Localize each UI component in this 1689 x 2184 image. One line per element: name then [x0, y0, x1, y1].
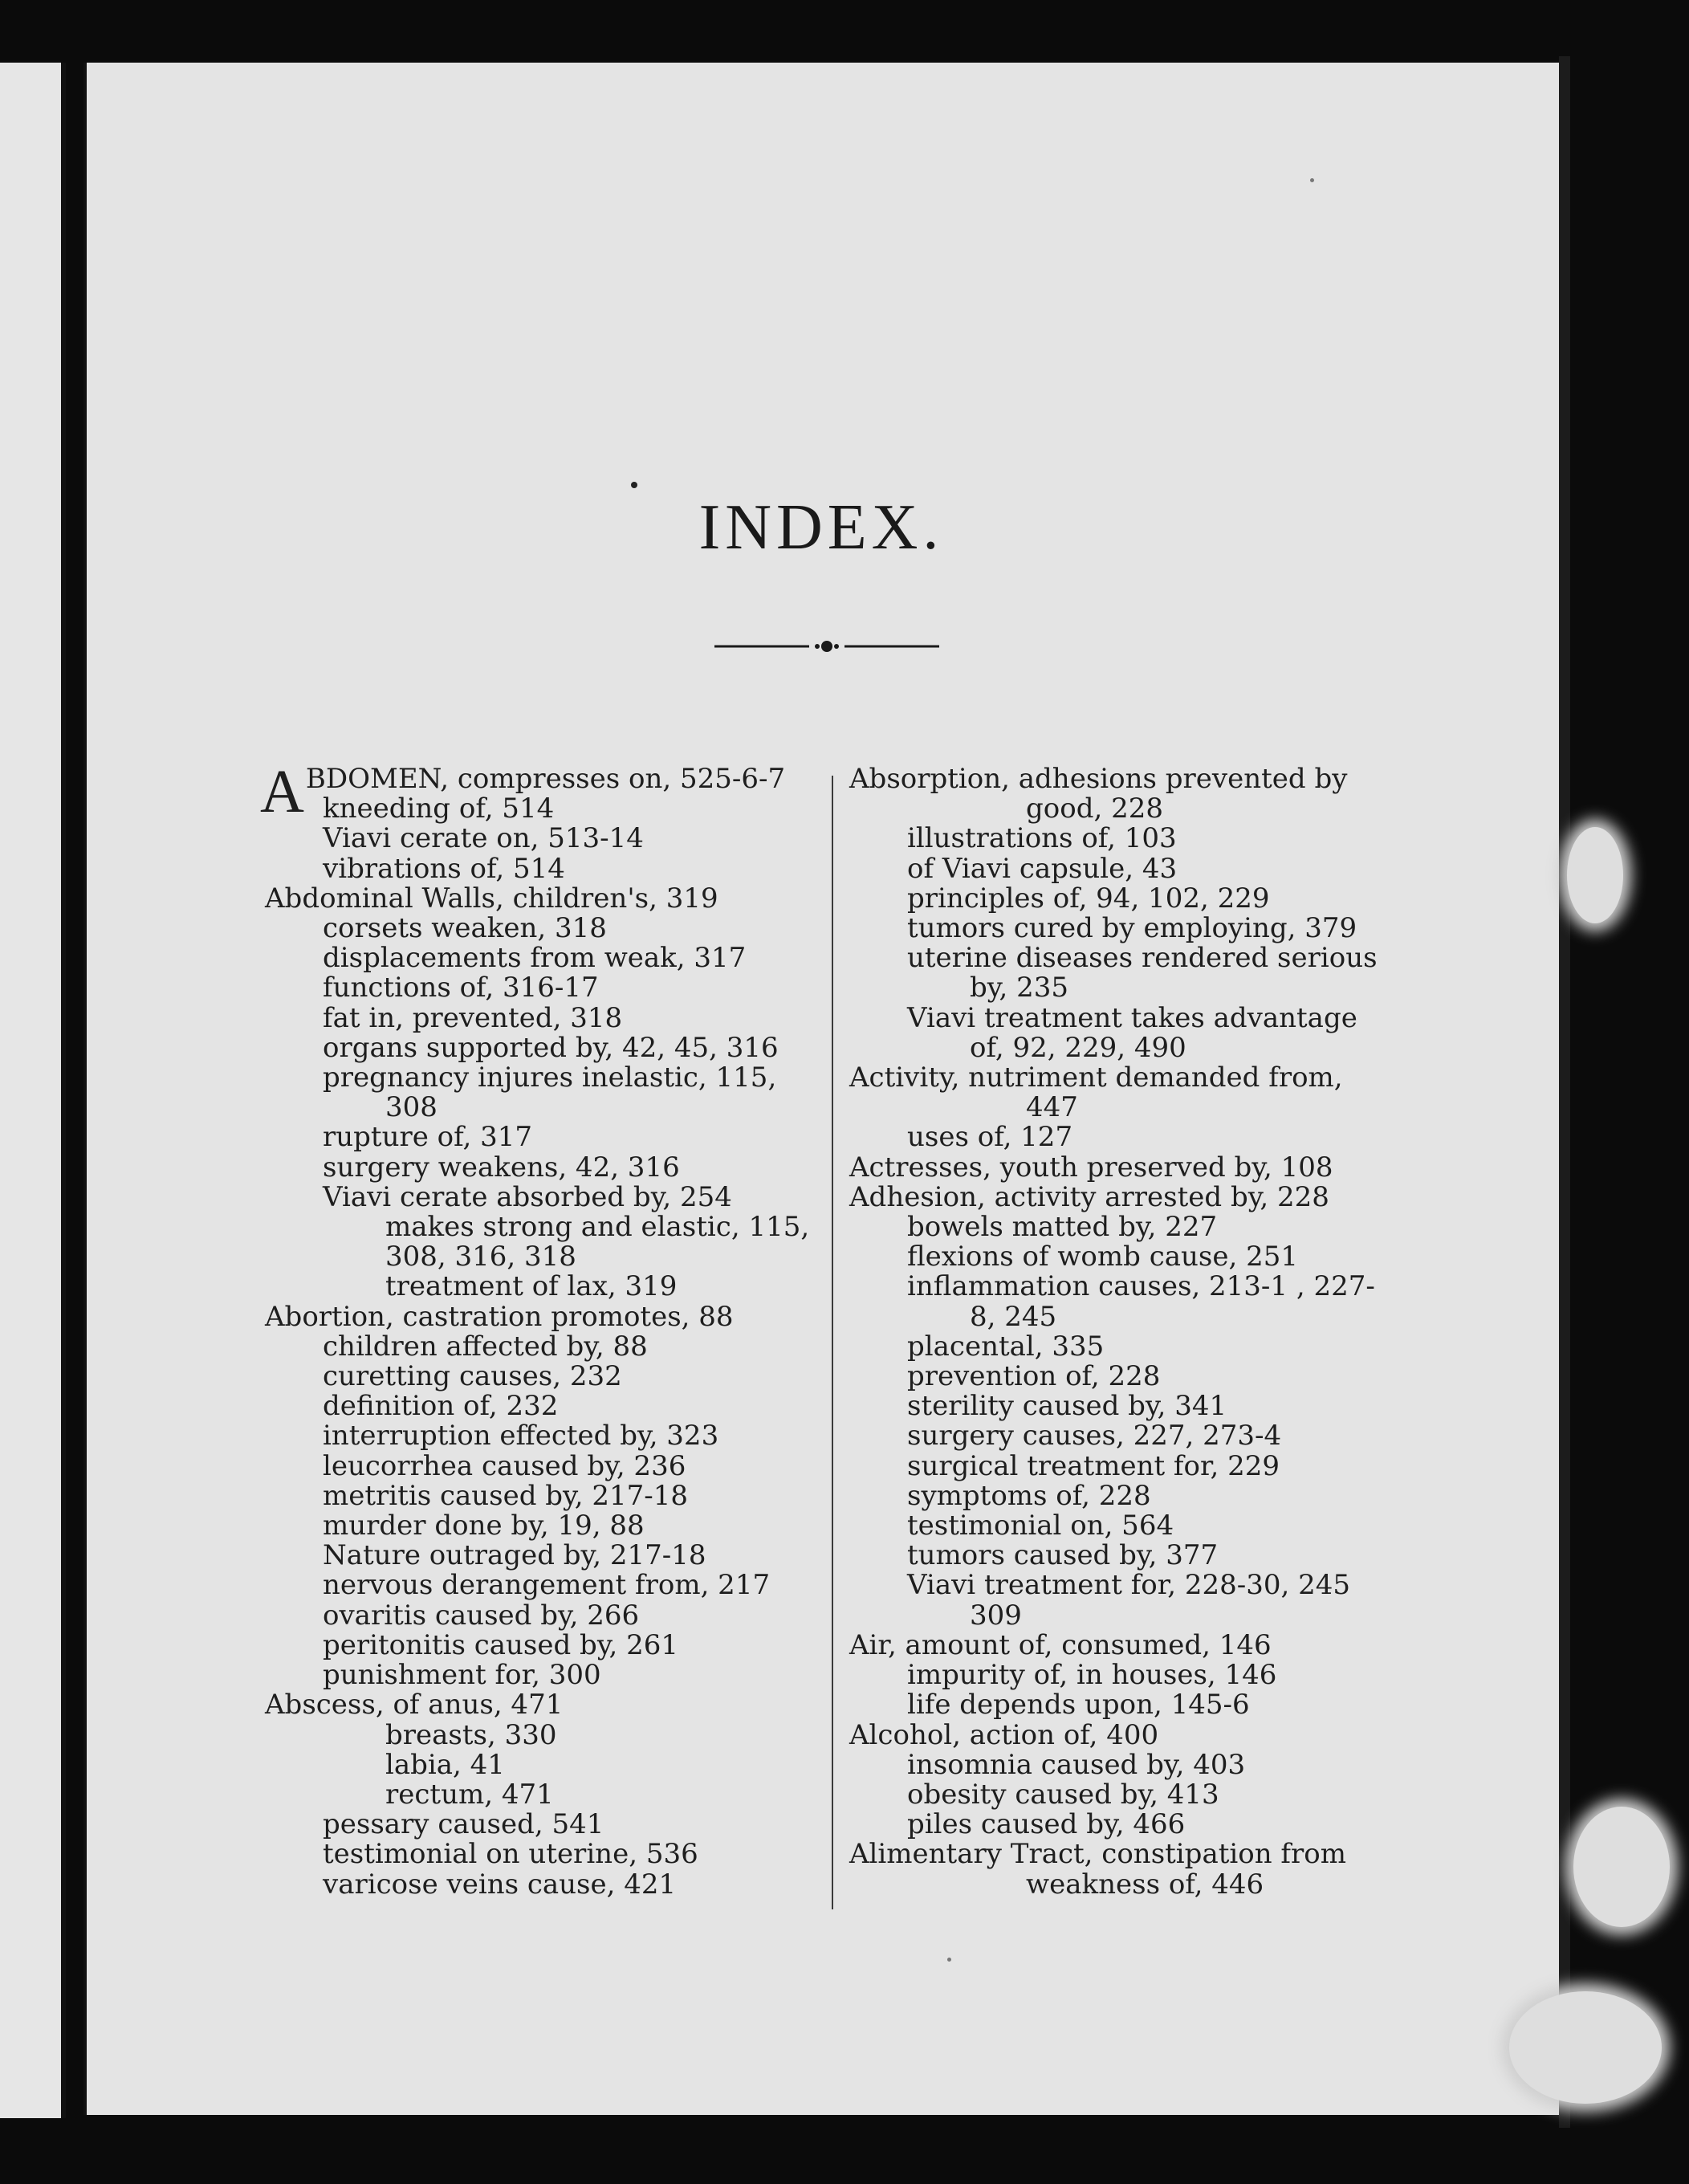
index-entry [849, 1093, 1403, 1123]
index-entry [849, 943, 1403, 973]
index-entry [849, 1153, 1403, 1183]
index-entry [849, 794, 1403, 824]
index-entry [849, 1601, 1403, 1631]
index-entry [849, 1362, 1403, 1391]
index-entry [849, 1332, 1403, 1362]
index-entry [265, 1093, 827, 1123]
index-entry-text: uterine diseases rendered serious [907, 942, 1378, 975]
index-entry [265, 1780, 827, 1810]
index-entry-text: curetting causes, 232 [323, 1360, 622, 1393]
index-entry [849, 1718, 1403, 1751]
index-entry-text: kneeding of, 514 [323, 793, 555, 825]
index-entry [849, 1212, 1403, 1242]
index-entry-text: surgical treatment for, 229 [907, 1449, 1280, 1482]
index-entry-text: surgery weakens, 42, 316 [323, 1151, 680, 1184]
index-entry-text: surgery causes, 227, 273-4 [907, 1420, 1282, 1453]
index-entry-text: varicose veins cause, 421 [323, 1868, 677, 1901]
index-entry [265, 1840, 827, 1869]
index-entry [265, 1628, 827, 1661]
index-entry [265, 794, 827, 824]
page-right-edge [1559, 56, 1570, 2128]
index-entry-text: metritis caused by, 217-18 [323, 1479, 689, 1512]
index-entry-text: Viavi cerate on, 513-14 [323, 822, 644, 855]
index-column-right [849, 764, 1403, 1900]
index-entry-text: Activity, nutriment demanded from, [849, 1061, 1343, 1094]
index-entry [849, 1750, 1403, 1780]
index-entry [265, 943, 827, 973]
index-entry [849, 1242, 1403, 1272]
index-entry [265, 1180, 827, 1213]
index-entry [849, 1302, 1403, 1332]
index-entry [849, 1840, 1403, 1869]
index-entry [265, 1212, 827, 1242]
index-entry [849, 1180, 1403, 1213]
index-entry [849, 1421, 1403, 1451]
index-entry-text: displacements from weak, 317 [323, 942, 747, 975]
index-entry-text: organs supported by, 42, 45, 316 [323, 1031, 779, 1064]
page-speck [947, 1958, 951, 1962]
index-entry-text: principles of, 94, 102, 229 [907, 882, 1270, 915]
index-entry [265, 1242, 827, 1272]
index-entry-text: illustrations of, 103 [907, 822, 1177, 855]
index-entry [265, 1272, 827, 1302]
page-title: INDEX. [698, 492, 944, 563]
index-entry [265, 1123, 827, 1152]
index-entry [849, 914, 1403, 943]
index-entry-text: Actresses, youth preserved by, 108 [849, 1151, 1333, 1184]
index-entry-text: vibrations of, 514 [323, 852, 565, 885]
index-entry [849, 884, 1403, 914]
index-entry [849, 1571, 1403, 1600]
index-entry [265, 914, 827, 943]
index-entry-text: punishment for, 300 [323, 1659, 601, 1692]
index-entry [849, 1391, 1403, 1421]
index-entry [849, 1511, 1403, 1541]
index-entry-text: Abortion, castration promotes, 88 [265, 1300, 734, 1333]
index-entry [849, 1449, 1403, 1482]
index-entry [265, 1153, 827, 1183]
index-entry-text: murder done by, 19, 88 [323, 1510, 645, 1542]
index-entry [849, 973, 1403, 1003]
index-entry [265, 1362, 827, 1391]
index-entry [849, 824, 1403, 854]
facing-page-rule [61, 63, 66, 2118]
index-entry [265, 1481, 827, 1511]
index-entry [265, 1601, 827, 1631]
index-entry-text: Abscess, of anus, 471 [265, 1689, 564, 1722]
index-entry-text: children affected by, 88 [323, 1330, 648, 1363]
index-entry-text: Nature outraged by, 217-18 [323, 1539, 706, 1572]
index-entry-text: labia, 41 [385, 1748, 505, 1781]
index-entry [849, 1272, 1403, 1302]
index-entry-text: definition of, 232 [323, 1390, 559, 1423]
index-entry [265, 1063, 827, 1093]
index-entry [265, 1033, 827, 1063]
title-ornament [714, 639, 939, 654]
index-entry-text: of Viavi capsule, 43 [907, 852, 1178, 885]
page-speck [1310, 178, 1314, 182]
index-entry-text: Air, amount of, consumed, 146 [849, 1628, 1272, 1661]
drop-cap: A [260, 758, 304, 825]
index-entry [849, 1870, 1403, 1900]
index-entry-text: 309 [970, 1599, 1022, 1632]
index-entry [849, 1780, 1403, 1810]
index-entry [265, 1302, 827, 1332]
index-entry-text: tumors cured by employing, 379 [907, 912, 1357, 945]
index-entry-text: flexions of womb cause, 251 [907, 1241, 1299, 1273]
index-entry [849, 1481, 1403, 1511]
index-entry-text: breasts, 330 [385, 1718, 557, 1751]
index-entry [265, 1511, 827, 1541]
index-entry [265, 1449, 827, 1482]
index-entry-text: Absorption, adhesions prevented by [849, 763, 1348, 795]
index-entry-text: nervous derangement from, 217 [323, 1569, 771, 1602]
index-entry-text: pregnancy injures inelastic, 115, [323, 1061, 777, 1094]
index-entry [265, 1332, 827, 1362]
index-entry-text: ovaritis caused by, 266 [323, 1599, 640, 1632]
index-entry-text: fat in, prevented, 318 [323, 1001, 623, 1034]
index-entry [265, 1001, 827, 1034]
index-entry [849, 1001, 1403, 1034]
index-entry [849, 1810, 1403, 1840]
index-entry-text: pessary caused, 541 [323, 1808, 604, 1841]
index-entry-text: peritonitis caused by, 261 [323, 1628, 679, 1661]
index-entry-text: Alimentary Tract, constipation from [849, 1838, 1346, 1871]
index-entry-text: testimonial on uterine, 536 [323, 1838, 698, 1871]
index-entry [849, 1033, 1403, 1063]
index-entry [265, 884, 827, 914]
index-entry-text: bowels matted by, 227 [907, 1211, 1218, 1244]
index-entry-text: prevention of, 228 [907, 1360, 1161, 1393]
index-entry [265, 1750, 827, 1780]
index-entry-text: 308, 316, 318 [385, 1241, 576, 1273]
index-entry-text: by, 235 [970, 972, 1068, 1004]
index-entry-text: testimonial on, 564 [907, 1510, 1174, 1542]
index-entry-text: of, 92, 229, 490 [970, 1031, 1186, 1064]
index-entry-text: leucorrhea caused by, 236 [323, 1449, 686, 1482]
index-entry-text: Alcohol, action of, 400 [849, 1718, 1159, 1751]
index-entry-text: insomnia caused by, 403 [907, 1748, 1246, 1781]
index-entry [265, 1391, 827, 1421]
index-entry-text: functions of, 316-17 [323, 972, 599, 1004]
index-entry [265, 1421, 827, 1451]
index-entry [265, 1571, 827, 1600]
index-entry-text: good, 228 [1026, 793, 1163, 825]
index-entry [849, 1660, 1403, 1690]
index-entry-text: 308 [385, 1091, 438, 1124]
index-entry-text: symptoms of, 228 [907, 1479, 1151, 1512]
index-entry-text: weakness of, 446 [1026, 1868, 1264, 1901]
index-entry [265, 824, 827, 854]
index-entry-text: BDOMEN, compresses on, 525-6-7 [305, 763, 786, 795]
index-entry-text: corsets weaken, 318 [323, 912, 607, 945]
index-entry [265, 1810, 827, 1840]
index-entry-text: rupture of, 317 [323, 1121, 533, 1154]
index-entry [265, 1718, 827, 1751]
index-entry [265, 854, 827, 884]
index-entry-text: tumors caused by, 377 [907, 1539, 1219, 1572]
index-entry [849, 1541, 1403, 1571]
index-entry [265, 1541, 827, 1571]
index-entry-text: impurity of, in houses, 146 [907, 1659, 1277, 1692]
page-damage-2 [1573, 1807, 1670, 1927]
index-entry-text: inflammation causes, 213-1 , 227- [907, 1270, 1375, 1303]
index-entry-text: Abdominal Walls, children's, 319 [265, 882, 718, 915]
index-entry-text: rectum, 471 [385, 1778, 554, 1811]
index-entry-text: uses of, 127 [907, 1121, 1073, 1154]
index-entry-text: life depends upon, 145-6 [907, 1689, 1250, 1722]
index-entry-text: Adhesion, activity arrested by, 228 [849, 1180, 1329, 1213]
index-entry-text: piles caused by, 466 [907, 1808, 1186, 1841]
facing-page-edge [0, 63, 66, 2118]
index-entry [265, 973, 827, 1003]
index-entry-text: Viavi cerate absorbed by, 254 [323, 1180, 732, 1213]
page-damage-1 [1567, 827, 1623, 923]
index-column-left [260, 758, 827, 1901]
index-entry [849, 764, 1403, 794]
index-entry [849, 1123, 1403, 1152]
index-entry-text: sterility caused by, 341 [907, 1390, 1227, 1423]
index-entry [849, 854, 1403, 884]
index-entry [265, 1870, 827, 1900]
index-entry-text: 8, 245 [970, 1300, 1057, 1333]
index-entry-text: treatment of lax, 319 [385, 1270, 678, 1303]
index-entry [849, 1628, 1403, 1661]
index-entry-text: interruption effected by, 323 [323, 1420, 719, 1453]
index-entry-text: obesity caused by, 413 [907, 1778, 1219, 1811]
index-entry-text: placental, 335 [907, 1330, 1105, 1363]
index-entry [265, 1660, 827, 1690]
title-dot [631, 482, 637, 488]
index-entry-text: 447 [1026, 1091, 1078, 1124]
index-entry [849, 1690, 1403, 1720]
index-entry-text: makes strong and elastic, 115, [385, 1211, 810, 1244]
index-entry [849, 1063, 1403, 1093]
index-entry-text: Viavi treatment for, 228-30, 245 [907, 1569, 1351, 1602]
page-damage-3 [1509, 1991, 1662, 2104]
column-divider [832, 776, 833, 1909]
index-entry-text: Viavi treatment takes advantage [907, 1001, 1357, 1034]
index-entry [265, 1690, 827, 1720]
